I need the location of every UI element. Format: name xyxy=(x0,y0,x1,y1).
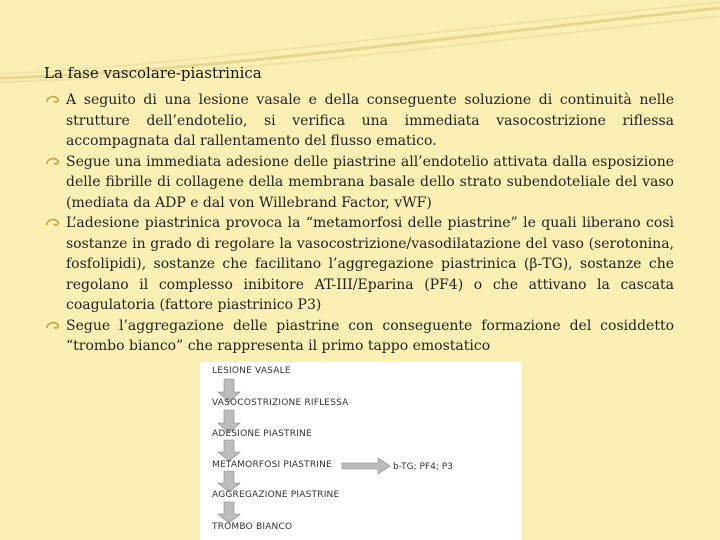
swirl-bullet-icon xyxy=(44,316,64,336)
bullet-list xyxy=(44,90,674,357)
flow-arrows xyxy=(200,362,522,540)
flow-step: LESIONE VASALE xyxy=(212,366,291,376)
swirl-bullet-icon xyxy=(44,152,64,172)
flow-step: METAMORFOSI PIASTRINE xyxy=(212,460,332,470)
swirl-bullet-icon xyxy=(44,213,64,233)
bullet-item xyxy=(44,316,674,357)
bullet-item xyxy=(44,90,674,152)
bullet-text: Segue una immediata adesione delle piastrine all’endotelio attivata dalla esposizione delle fibrille di collagene della membrana basale dello strato subendoteliale del vaso (mediata da ADP e dal von Willebrand Factor, vWF) xyxy=(66,153,674,211)
flow-step: ADESIONE PIASTRINE xyxy=(212,429,312,439)
bullet-text: A seguito di una lesione vasale e della conseguente soluzione di continuità nelle strutture dell’endotelio, si verifica una immediata vasocostrizione riflessa accompagnata dal rallentamento del flusso ematico. xyxy=(66,92,674,149)
slide-title: La fase vascolare-piastrinica xyxy=(44,64,262,82)
swirl-bullet-icon xyxy=(44,90,64,110)
flow-step: VASOCOSTRIZIONE RIFLESSA xyxy=(212,398,349,408)
bullet-text: L’adesione piastrinica provoca la “metamorfosi delle piastrine” le quali liberano così sostanze in grado di regolare la vasocostrizione/vasodilatazione del vaso (serotonina, fosfolipidi), sostanze che facilitano l’aggregazione piastrinica (β-TG), sostanze che regolano il complesso inibitore AT-III/Eparina (PF4) o che attivano la cascata coagulatoria (fattore piastrinico P3) xyxy=(66,215,674,313)
flow-step: TROMBO BIANCO xyxy=(212,522,293,532)
flow-side-output: b-TG; PF4; P3 xyxy=(393,462,453,472)
bullet-text: Segue l’aggregazione delle piastrine con conseguente formazione del cosiddetto “trombo bianco” che rappresenta il primo tappo emostatico xyxy=(66,317,674,354)
bullet-item xyxy=(44,152,674,214)
hemostasis-flow-diagram xyxy=(200,362,522,540)
bullet-item xyxy=(44,213,674,316)
flow-step: AGGREGAZIONE PIASTRINE xyxy=(212,490,340,500)
